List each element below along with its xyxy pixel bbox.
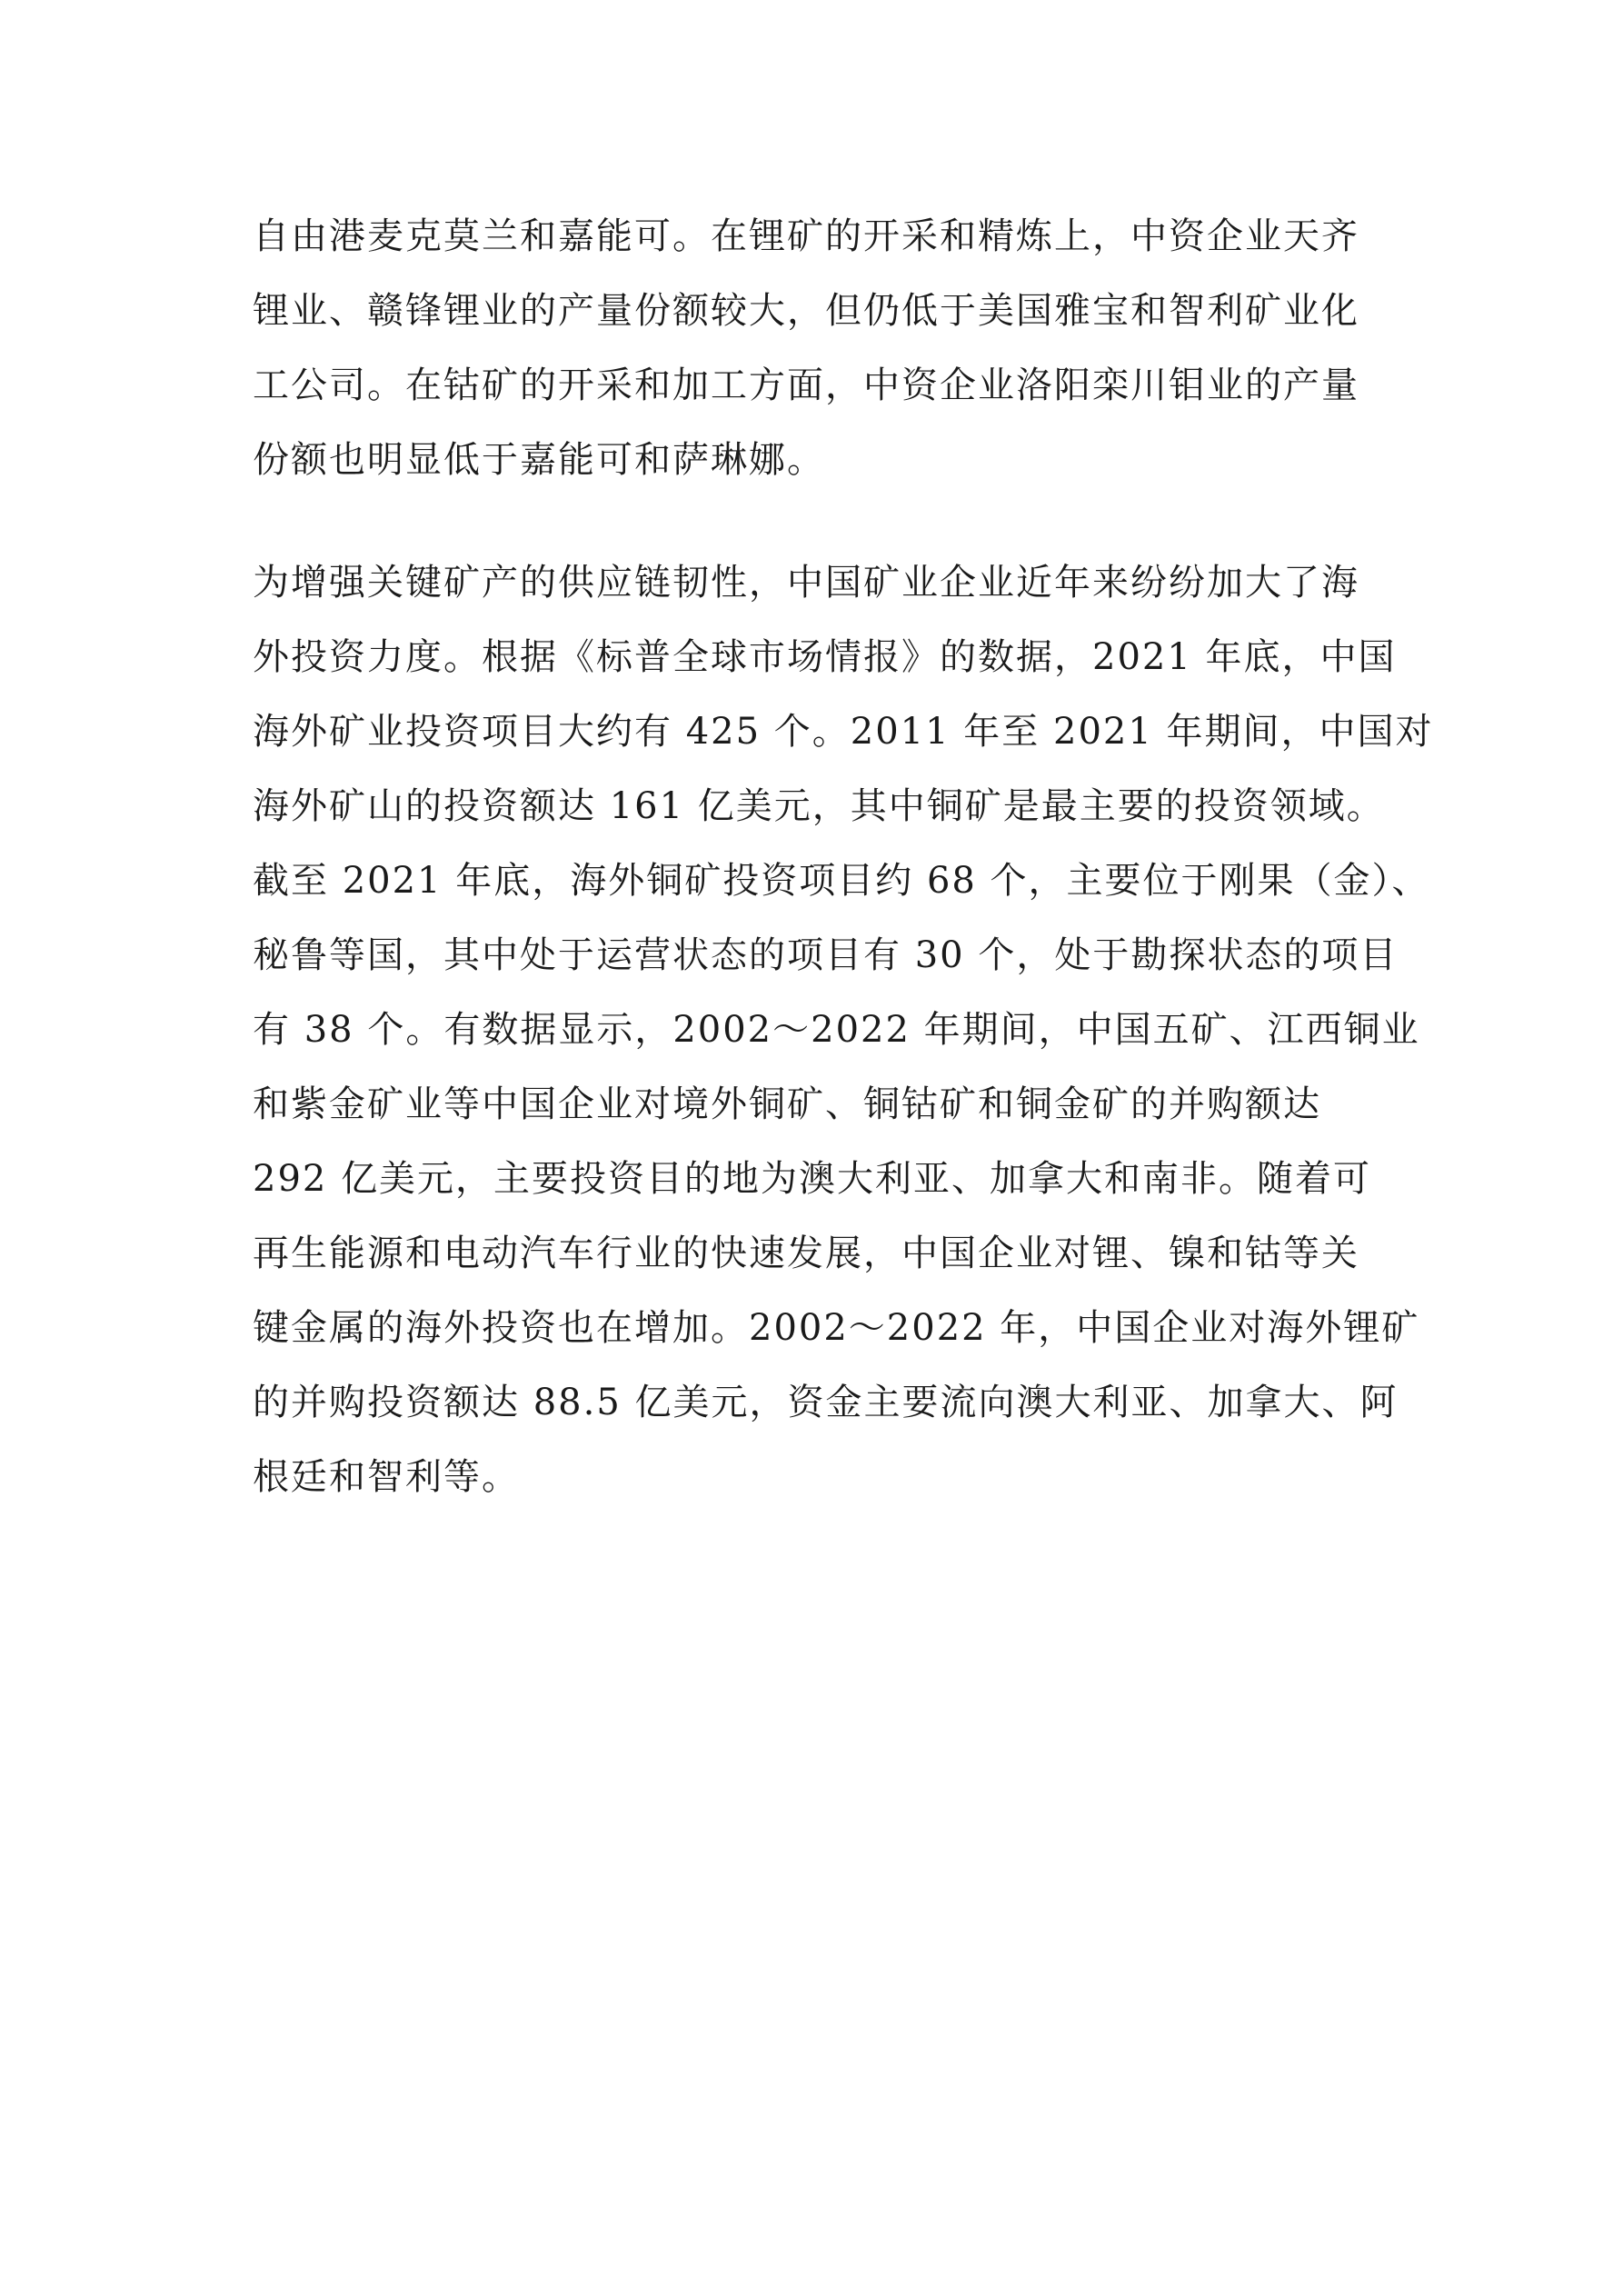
paragraph-2-line-8: 和紫金矿业等中国企业对境外铜矿、铜钴矿和铜金矿的并购额达 bbox=[253, 1083, 1321, 1125]
paragraph-1-line-4: 份额也明显低于嘉能可和萨琳娜。 bbox=[253, 439, 825, 481]
paragraph-2-line-10: 再生能源和电动汽车行业的快速发展，中国企业对锂、镍和钴等关 bbox=[253, 1233, 1359, 1274]
paragraph-2-line-13: 根廷和智利等。 bbox=[253, 1456, 520, 1498]
paragraph-2-line-11: 键金属的海外投资也在增加。2002～2022 年，中国企业对海外锂矿 bbox=[253, 1307, 1420, 1349]
paragraph-1-line-1: 自由港麦克莫兰和嘉能可。在锂矿的开采和精炼上，中资企业天齐 bbox=[253, 215, 1359, 257]
paragraph-2-line-5: 截至 2021 年底，海外铜矿投资项目约 68 个，主要位于刚果（金）、 bbox=[253, 860, 1430, 902]
paragraph-2-line-12: 的并购投资额达 88.5 亿美元，资金主要流向澳大利亚、加拿大、阿 bbox=[253, 1382, 1399, 1423]
paragraph-2-line-4: 海外矿山的投资额达 161 亿美元，其中铜矿是最主要的投资领域。 bbox=[253, 785, 1385, 827]
paragraph-2-line-1: 为增强关键矿产的供应链韧性，中国矿业企业近年来纷纷加大了海 bbox=[253, 562, 1359, 604]
paragraph-1-line-3: 工公司。在钴矿的开采和加工方面，中资企业洛阳栾川钼业的产量 bbox=[253, 364, 1359, 406]
paragraph-2-line-7: 有 38 个。有数据显示，2002～2022 年期间，中国五矿、江西铜业 bbox=[253, 1009, 1420, 1051]
paragraph-2-line-3: 海外矿业投资项目大约有 425 个。2011 年至 2021 年期间，中国对 bbox=[253, 711, 1434, 753]
paragraph-1-line-2: 锂业、赣锋锂业的产量份额较大，但仍低于美国雅宝和智利矿业化 bbox=[253, 290, 1359, 332]
paragraph-2-line-2: 外投资力度。根据《标普全球市场情报》的数据，2021 年底，中国 bbox=[253, 636, 1397, 678]
paragraph-2-line-9: 292 亿美元，主要投资目的地为澳大利亚、加拿大和南非。随着可 bbox=[253, 1158, 1372, 1200]
paragraph-2-line-6: 秘鲁等国，其中处于运营状态的项目有 30 个，处于勘探状态的项目 bbox=[253, 934, 1399, 976]
